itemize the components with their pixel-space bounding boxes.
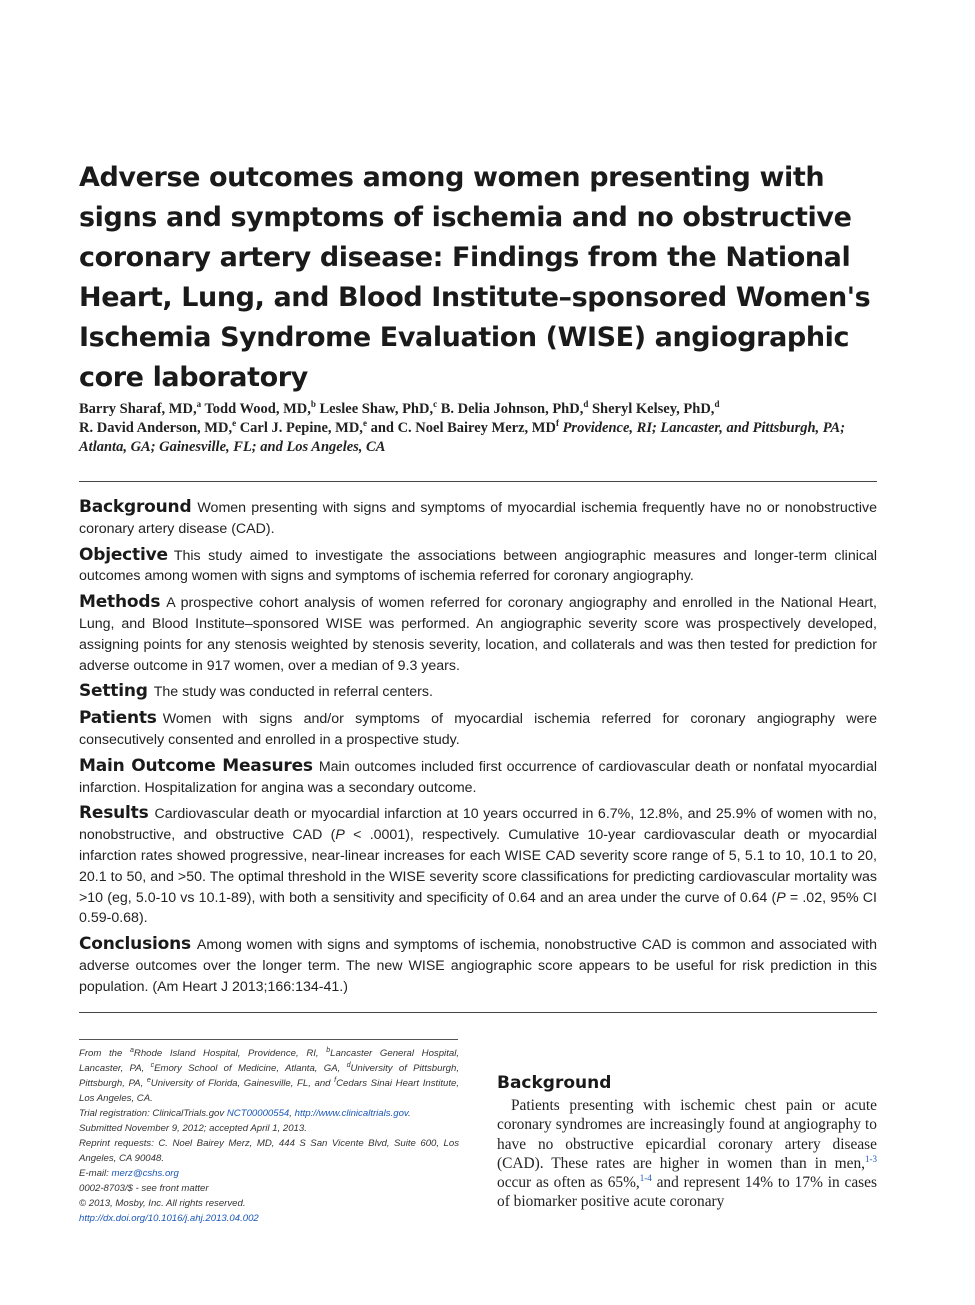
footnote-text: E-mail: (79, 1168, 112, 1179)
author-name: Carl J. Pepine, MD, (239, 420, 363, 436)
affiliation-marker: d (714, 399, 720, 410)
abstract-text: Women presenting with signs and symptoms of myocardial ischemia frequently have no or nonobstructive coronary artery disease (CAD). (79, 500, 877, 537)
email-note (79, 1166, 459, 1181)
footnote-text: Trial registration: ClinicalTrials.gov (79, 1108, 227, 1119)
trial-id-link[interactable]: NCT00000554 (226, 1108, 290, 1119)
author-name: Leslee Shaw, PhD, (319, 401, 434, 417)
abstract-objective (79, 545, 877, 588)
footnote-text: University of Pittsburgh, Pittsburgh, PA, (79, 1063, 459, 1089)
affiliation-marker: e (362, 418, 367, 429)
abstract-conclusions (79, 934, 877, 997)
abstract-text: < .0001), respectively. Cumulative 10-year cardiovascular death or myocardial infarction rates showed progressive, near-linear increases for each WISE CAD severity score range of 5, 5.1 to 10, 10.1 to 20, 20.1 to 50, and >50. The optimal threshold in the WISE severity score classifications for predicting cardiovascular mortality was >10 (eg, 5.0-10 vs 10.1-89), with both a sensitivity and specificity of 0.64 and an area under the curve of 0.64 ( (79, 827, 877, 906)
doi-note (79, 1211, 459, 1226)
affiliation-marker: d (346, 1061, 351, 1069)
abstract (79, 497, 877, 1003)
affiliation-marker: b (310, 399, 316, 410)
abstract-heading: Methods (79, 592, 161, 613)
body-text: occur as often as 65%, (497, 1174, 640, 1192)
submission-note: Submitted November 9, 2012; accepted April 1, 2013. (79, 1123, 307, 1134)
abstract-heading: Results (79, 803, 149, 824)
abstract-text: Main outcomes included first occurrence of cardiovascular death or nonfatal myocardial infarction. Hospitalization for angina was a secondary outcome. (79, 758, 877, 796)
author-name: and C. Noel Bairey Merz, MD (370, 420, 556, 436)
abstract-text: This study aimed to investigate the associations between angiographic measures and longer-term clinical outcomes among women with signs and symptoms of ischemia referred for coronary angiography. (79, 547, 877, 585)
affiliation-marker: f (555, 418, 559, 429)
article-title: Adverse outcomes among women presenting with signs and symptoms of ischemia and no obstructive coronary artery disease: Findings from the National Heart, Lung, and Blood Institute–sponsored Women's Ischemia Syndrome Evaluation (WISE) angiographic core laboratory (79, 162, 871, 393)
abstract-heading: Background (79, 497, 192, 517)
trial-registration-note (79, 1106, 459, 1121)
affiliation-marker: c (150, 1061, 155, 1069)
abstract-background (79, 497, 877, 540)
abstract-setting (79, 681, 877, 703)
body-text: Patients presenting with ischemic chest pain or acute coronary syndromes are increasingly found at angiography to have no obstructive epicardial coronary artery disease (CAD). These rates are higher in women than in men, (497, 1097, 877, 1172)
affiliation-marker: f (334, 1076, 337, 1084)
abstract-text: The study was conducted in referral centers. (153, 684, 433, 701)
author-locations: Providence, RI; Lancaster, and Pittsburgh, PA; Atlanta, GA; Gainesville, FL; and Los Angeles, CA (79, 420, 846, 455)
abstract-heading: Main Outcome Measures (79, 755, 313, 776)
section-heading: Background (497, 1073, 612, 1093)
footnote-text: Rhode Island Hospital, Providence, RI, (133, 1048, 327, 1059)
affiliation-marker: d (583, 399, 589, 410)
author-name: Barry Sharaf, MD, (79, 401, 197, 417)
affiliation-marker: a (130, 1046, 134, 1054)
clinicaltrials-link[interactable]: http://www.clinicaltrials.gov (294, 1108, 408, 1119)
affiliations-note (79, 1046, 459, 1106)
footnote-text: University of Florida, Gainesville, FL, and (150, 1078, 335, 1089)
author-list (79, 400, 879, 457)
author-name: Todd Wood, MD, (204, 401, 311, 417)
reference-link[interactable]: 1-4 (639, 1173, 652, 1184)
author-name: R. David Anderson, MD, (79, 420, 233, 436)
abstract-heading: Setting (79, 681, 148, 702)
email-link[interactable]: merz@cshs.org (111, 1168, 179, 1179)
reference-link[interactable]: 1-3 (865, 1153, 877, 1164)
abstract-patients (79, 708, 877, 751)
copyright-note: © 2013, Mosby, Inc. All rights reserved. (79, 1198, 246, 1209)
reprint-note: Reprint requests: C. Noel Bairey Merz, MD, 444 S San Vicente Blvd, Suite 600, Los Angeles, CA 90048. (79, 1138, 459, 1164)
footnote-text: Emory School of Medicine, Atlanta, GA, (154, 1063, 347, 1074)
affiliation-marker: b (326, 1046, 331, 1054)
affiliation-marker: e (146, 1076, 151, 1084)
affiliation-marker: c (433, 399, 438, 410)
abstract-heading: Objective (79, 544, 168, 565)
abstract-top-divider (79, 481, 877, 482)
footnote-text: Cedars Sinai Heart Institute, Los Angeles, CA. (79, 1078, 459, 1104)
abstract-text: = .02, 95% CI 0.59-0.68). (79, 889, 877, 927)
affiliation-marker: e (232, 418, 237, 429)
abstract-heading: Conclusions (79, 934, 191, 955)
abstract-text: Cardiovascular death or myocardial infarction at 10 years occurred in 6.7%, 12.8%, and 25.9% of women with no, nonobstructive, and obstructive CAD ( (79, 806, 877, 844)
abstract-bottom-divider (79, 1012, 877, 1013)
footnote-text: , (289, 1108, 295, 1119)
abstract-main-outcome-measures (79, 756, 877, 799)
abstract-results (79, 803, 877, 929)
body-paragraph (497, 1096, 877, 1212)
issn-note: 0002-8703/$ - see front matter (79, 1183, 209, 1194)
abstract-methods (79, 592, 877, 676)
footnote-text: Lancaster General Hospital, Lancaster, PA, (79, 1048, 459, 1074)
affiliation-marker: a (196, 399, 202, 410)
footnote-divider (79, 1039, 458, 1040)
footnotes (79, 1046, 459, 1226)
footnote-text: From the (79, 1048, 130, 1059)
abstract-text: A prospective cohort analysis of women referred for coronary angiography and enrolled in the National Heart, Lung, and Blood Institute–sponsored WISE was performed. An angiographic severity score was prospectively developed, assigning points for any stenosis weighted by stenosis severity, location, and collaterals and was then tested for prediction for adverse outcome in 917 women, over a median of 9.3 years. (79, 595, 877, 674)
author-name: Sheryl Kelsey, PhD, (591, 401, 715, 417)
p-value-label: P (776, 889, 786, 906)
doi-link[interactable]: http://dx.doi.org/10.1016/j.ahj.2013.04.002 (79, 1213, 259, 1224)
abstract-text: Women with signs and/or symptoms of myocardial ischemia referred for coronary angiography were consecutively consented and enrolled in a prospective study. (79, 711, 877, 748)
body-text: and represent 14% to 17% in cases of biomarker positive acute coronary (497, 1174, 877, 1211)
body-column (497, 1073, 877, 1212)
abstract-heading: Patients (79, 708, 157, 729)
footnote-text: . (408, 1108, 411, 1119)
p-value-label: P (335, 827, 345, 844)
abstract-text: Among women with signs and symptoms of ischemia, nonobstructive CAD is common and associated with adverse outcomes over the longer term. The new WISE angiographic score appears to be useful for risk prediction in this population. (Am Heart J 2013;166:134-41.) (79, 937, 877, 995)
author-name: B. Delia Johnson, PhD, (440, 401, 584, 417)
